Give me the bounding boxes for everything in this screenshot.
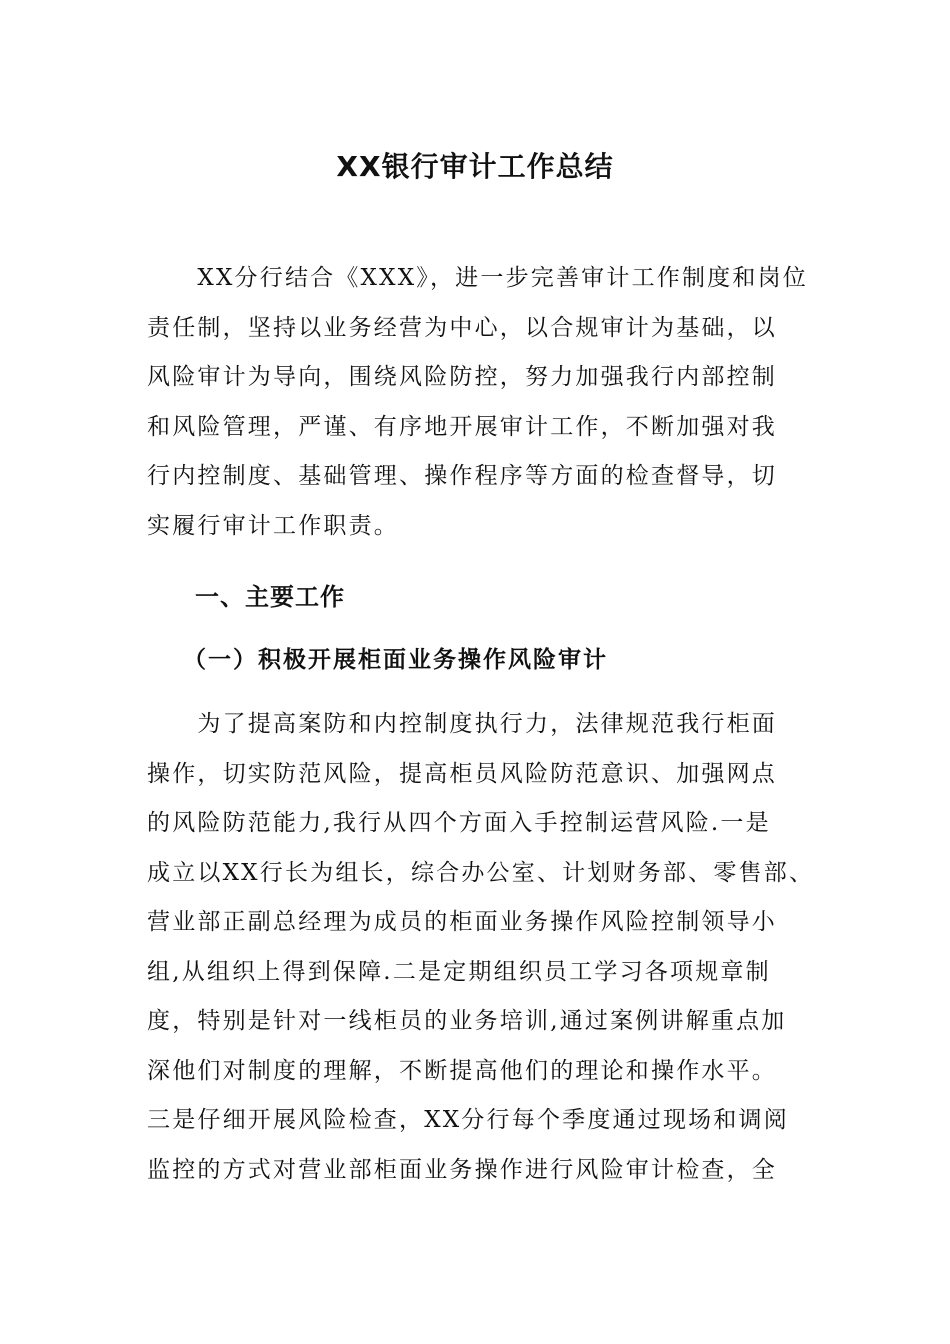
document-title: XX银行审计工作总结 [336,149,614,183]
subsection-heading: （一）积极开展柜面业务操作风险审计 [183,646,608,673]
text-line: 和风险管理，严谨、有序地开展审计工作，不断加强对我 [147,413,777,440]
text-line: 责任制，坚持以业务经营为中心，以合规审计为基础，以 [147,314,777,341]
section-heading: 一、主要工作 [195,583,345,611]
intro-paragraph [147,254,807,551]
text-line: 成立以XX行长为组长，综合办公室、计划财务部、零售部、 [147,859,815,886]
text-line: 深他们对制度的理解，不断提高他们的理论和操作水平。 [147,1057,777,1084]
text-line: 行内控制度、基础管理、操作程序等方面的检查督导，切 [147,463,777,489]
text-line: 操作，切实防范风险，提高柜员风险防范意识、加强网点 [147,760,777,787]
text-line: 风险审计为导向，围绕风险防控，努力加强我行内部控制 [147,364,777,390]
text-line: 组,从组织上得到保障.二是定期组织员工学习各项规章制 [147,958,771,985]
text-line: 为了提高案防和内控制度执行力，法律规范我行柜面 [147,711,777,737]
text-line: 的风险防范能力,我行从四个方面入手控制运营风险.一是 [147,810,771,836]
text-line: 营业部正副总经理为成员的柜面业务操作风险控制领导小 [147,909,777,935]
text-line: 实履行审计工作职责。 [147,512,399,539]
text-line: 三是仔细开展风险检查，XX分行每个季度通过现场和调阅 [147,1107,789,1133]
text-line: XX分行结合《XXX》，进一步完善审计工作制度和岗位 [147,265,808,291]
text-line: 度，特别是针对一线柜员的业务培训,通过案例讲解重点加 [147,1008,787,1034]
text-line: 监控的方式对营业部柜面业务操作进行风险审计检查，全 [147,1156,777,1183]
subsection-paragraph [147,700,815,1195]
